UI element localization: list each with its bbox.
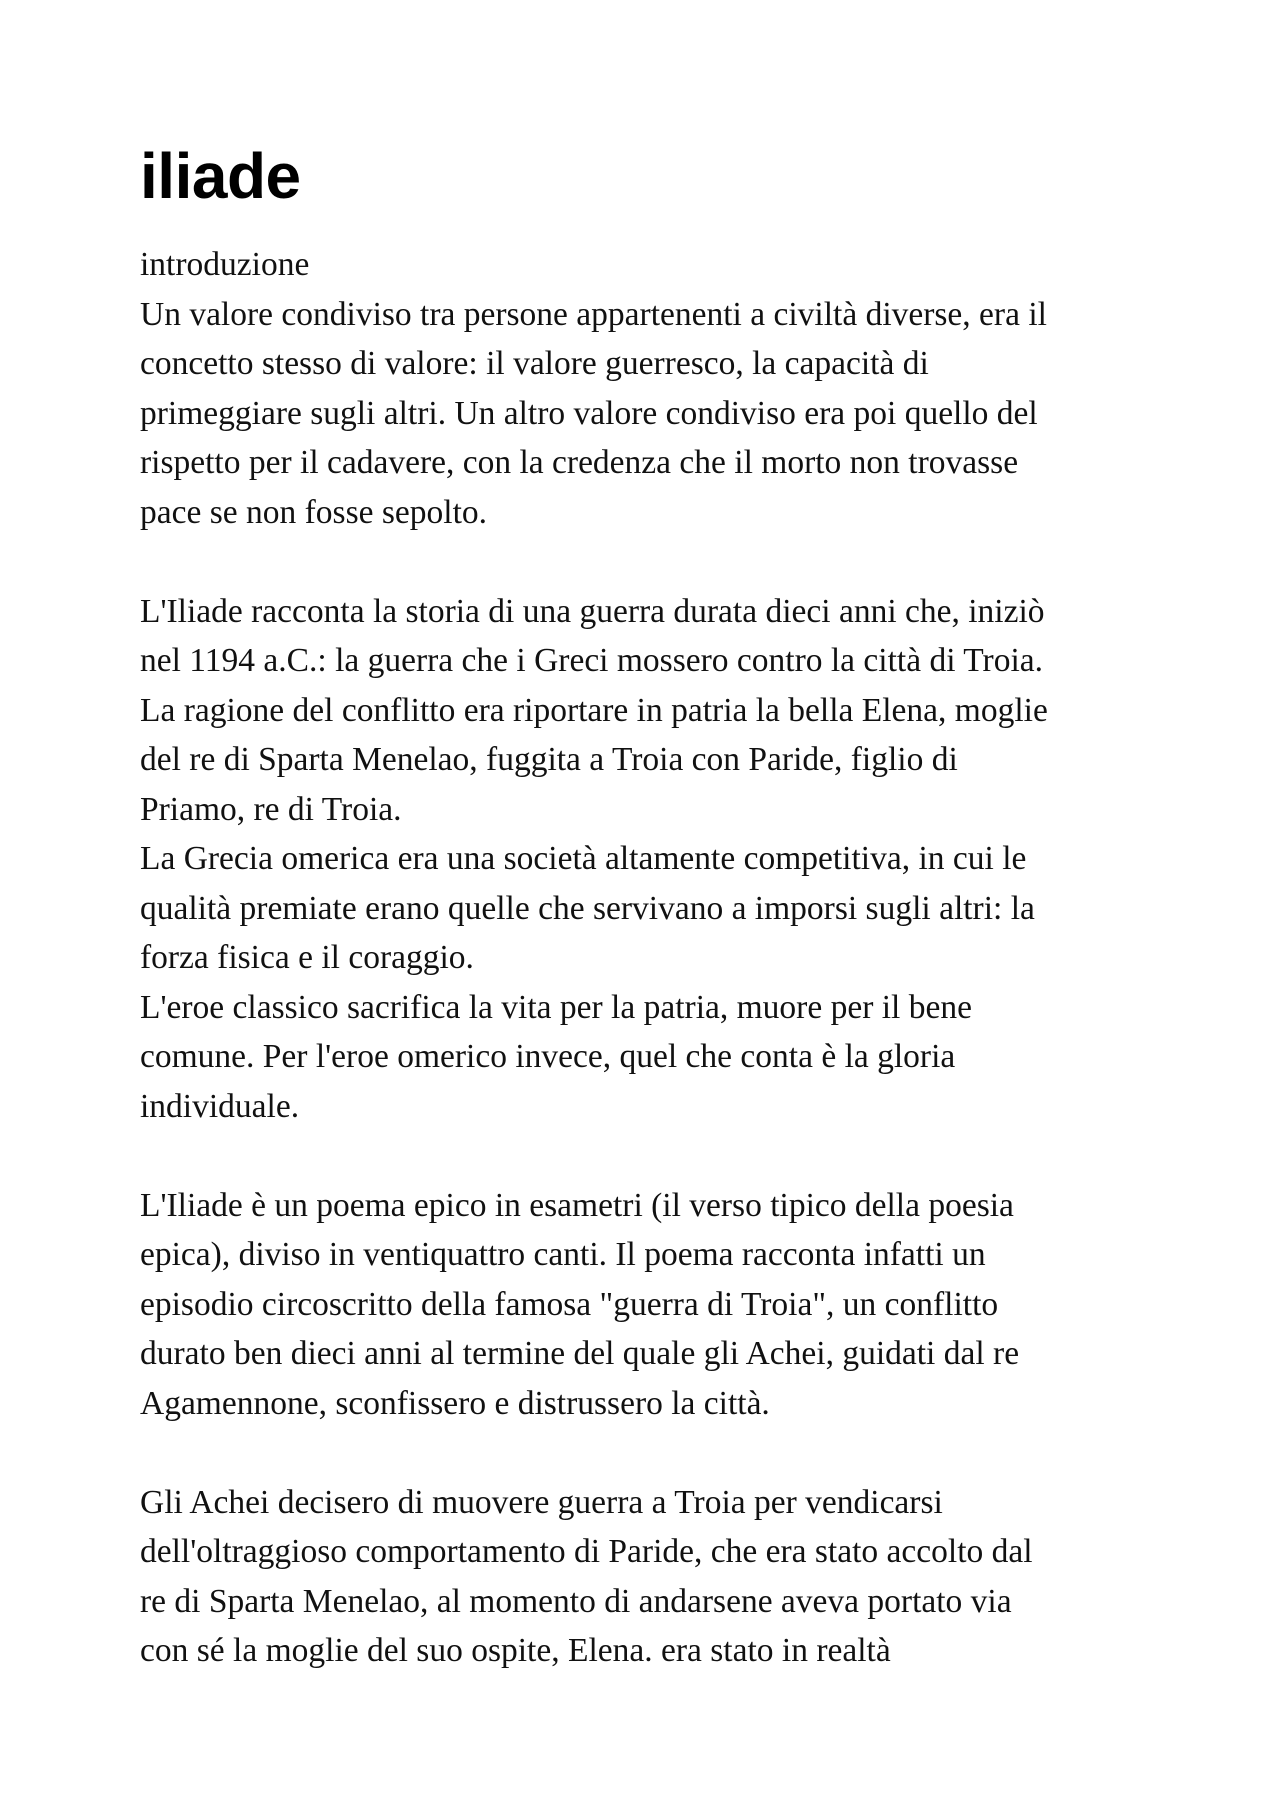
text-line: pace se non fosse sepolto. — [140, 493, 488, 531]
text-line: L'Iliade è un poema epico in esametri (il verso tipico della poesia — [140, 1186, 1014, 1224]
text-line: forza fisica e il coraggio. — [140, 939, 474, 976]
text-line: nel 1194 a.C.: la guerra che i Greci mossero contro la città di Troia. — [140, 642, 1044, 679]
text-lines — [140, 290, 1160, 1676]
paragraph-gap — [140, 537, 1160, 587]
section-heading: introduzione — [140, 246, 310, 283]
text-line: rispetto per il cadavere, con la credenza che il morto non trovasse — [140, 444, 1019, 481]
text-line: del re di Sparta Menelao, fuggita a Troia con Paride, figlio di — [140, 741, 958, 778]
text-line: durato ben dieci anni al termine del quale gli Achei, guidati dal re — [140, 1335, 1020, 1372]
text-line: qualità premiate erano quelle che servivano a imporsi sugli altri: la — [140, 889, 1035, 927]
text-line: dell'oltraggioso comportamento di Paride, che era stato accolto dal — [140, 1533, 1033, 1570]
text-line: comune. Per l'eroe omerico invece, quel che conta è la gloria — [140, 1038, 956, 1075]
text-line: L'Iliade racconta la storia di una guerra durata dieci anni che, iniziò — [140, 592, 1045, 630]
text-line: con sé la moglie del suo ospite, Elena. era stato in realtà — [140, 1632, 891, 1669]
text-line: individuale. — [140, 1087, 300, 1125]
page-title: iliade — [140, 140, 301, 212]
text-line: episodio circoscritto della famosa "guerra di Troia", un conflitto — [140, 1285, 999, 1323]
text-line: L'eroe classico sacrifica la vita per la patria, muore per il bene — [140, 988, 972, 1026]
text-line: La ragione del conflitto era riportare in patria la bella Elena, moglie — [140, 691, 1048, 729]
text-line: Gli Achei decisero di muovere guerra a Troia per vendicarsi — [140, 1483, 943, 1521]
document-body — [140, 240, 1160, 1676]
text-line: primeggiare sugli altri. Un altro valore condiviso era poi quello del — [140, 394, 1038, 432]
paragraph-gap — [140, 1428, 1160, 1478]
text-line: La Grecia omerica era una società altamente competitiva, in cui le — [140, 840, 1027, 877]
text-line: epica), diviso in ventiquattro canti. Il poema racconta infatti un — [140, 1236, 986, 1273]
text-line: re di Sparta Menelao, al momento di andarsene aveva portato via — [140, 1582, 1012, 1620]
text-line: Agamennone, sconfissero e distrussero la città. — [140, 1384, 770, 1422]
paragraph-gap — [140, 1131, 1160, 1181]
text-line: Priamo, re di Troia. — [140, 790, 402, 828]
text-line: Un valore condiviso tra persone appartenenti a civiltà diverse, era il — [140, 295, 1047, 333]
text-line: concetto stesso di valore: il valore guerresco, la capacità di — [140, 345, 929, 382]
